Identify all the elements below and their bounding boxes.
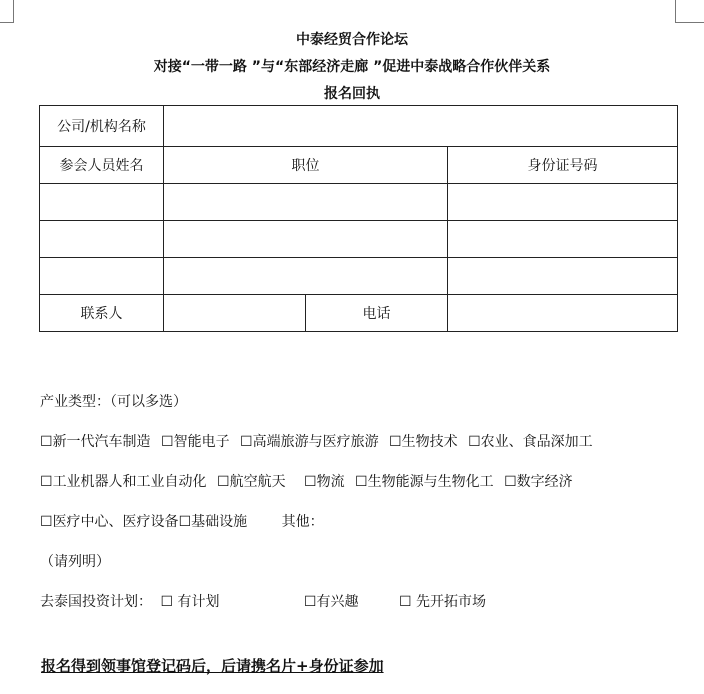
attendee-position-input[interactable] [164, 221, 448, 258]
footer-note: 报名得到领事馆登记码后，后请携名片+身份证参加 [41, 657, 384, 675]
org-input[interactable] [164, 106, 678, 147]
checkbox-icon[interactable]: ☐ [468, 434, 481, 450]
investment-option[interactable]: ☐ 有计划 [160, 594, 220, 610]
industry-option[interactable]: ☐高端旅游与医疗旅游 [240, 434, 379, 450]
checkbox-icon[interactable]: ☐ [303, 594, 317, 610]
industry-option[interactable]: ☐基础设施 [178, 514, 248, 530]
checkbox-icon[interactable]: ☐ [160, 594, 174, 610]
industry-option[interactable]: ☐生物能源与生物化工 [355, 474, 494, 490]
col-header-position: 职位 [164, 147, 448, 184]
attendee-name-input[interactable] [40, 258, 164, 295]
investment-option[interactable]: ☐ 先开拓市场 [398, 594, 486, 610]
org-label: 公司/机构名称 [40, 106, 164, 147]
industry-options-row-2 [40, 473, 573, 491]
col-header-id: 身份证号码 [448, 147, 678, 184]
industry-option[interactable]: ☐工业机器人和工业自动化 [40, 474, 207, 490]
crop-mark-top-right-h [675, 22, 704, 23]
industry-options-row-3 [40, 513, 324, 531]
attendee-name-input[interactable] [40, 221, 164, 258]
form-title: 报名回执 [324, 86, 380, 102]
attendee-position-input[interactable] [164, 258, 448, 295]
attendee-row [40, 221, 678, 258]
industry-option[interactable]: ☐航空航天 [217, 474, 286, 490]
attendee-id-input[interactable] [448, 221, 678, 258]
checkbox-icon[interactable]: ☐ [355, 474, 368, 490]
col-header-name: 参会人员姓名 [40, 147, 164, 184]
investment-option[interactable]: ☐有兴趣 [303, 594, 359, 610]
checkbox-icon[interactable]: ☐ [398, 594, 412, 610]
contact-label: 联系人 [40, 295, 164, 332]
investment-row [40, 593, 486, 611]
checkbox-icon[interactable]: ☐ [40, 514, 53, 530]
crop-mark-top-left-h [0, 22, 13, 23]
industry-option[interactable]: ☐医疗中心、医疗设备 [40, 514, 179, 530]
attendee-id-input[interactable] [448, 258, 678, 295]
phone-input[interactable] [448, 295, 678, 332]
industry-options-row-1 [40, 433, 593, 451]
industry-option[interactable]: ☐农业、食品深加工 [468, 434, 593, 450]
checkbox-icon[interactable]: ☐ [161, 434, 174, 450]
checkbox-icon[interactable]: ☐ [217, 474, 230, 490]
checkbox-icon[interactable]: ☐ [40, 474, 53, 490]
industry-label: 产业类型：（可以多选） [40, 394, 187, 410]
attendee-name-input[interactable] [40, 184, 164, 221]
investment-label: 去泰国投资计划： [40, 594, 152, 610]
industry-option[interactable]: ☐生物技术 [389, 434, 458, 450]
industry-option[interactable]: ☐新一代汽车制造 [40, 434, 151, 450]
contact-row [40, 295, 678, 332]
crop-mark-top-left-v [13, 0, 14, 23]
other-label: 其他： [281, 514, 324, 530]
industry-option[interactable]: ☐数字经济 [504, 474, 573, 490]
industry-option[interactable]: ☐物流 [304, 474, 345, 490]
contact-input[interactable] [164, 295, 306, 332]
attendee-header-row [40, 147, 678, 184]
attendee-row [40, 184, 678, 221]
checkbox-icon[interactable]: ☐ [389, 434, 402, 450]
specify-note: （请列明） [40, 554, 110, 570]
forum-subtitle: 对接“一带一路 ”与“东部经济走廊 ”促进中泰战略合作伙伴关系 [153, 59, 551, 75]
checkbox-icon[interactable]: ☐ [240, 434, 253, 450]
registration-table [39, 105, 678, 332]
checkbox-icon[interactable]: ☐ [40, 434, 53, 450]
checkbox-icon[interactable]: ☐ [178, 514, 192, 530]
org-row [40, 106, 678, 147]
industry-option[interactable]: ☐智能电子 [161, 434, 230, 450]
phone-label: 电话 [306, 295, 448, 332]
attendee-row [40, 258, 678, 295]
crop-mark-top-right-v [675, 0, 676, 23]
checkbox-icon[interactable]: ☐ [304, 474, 317, 490]
checkbox-icon[interactable]: ☐ [504, 474, 517, 490]
attendee-id-input[interactable] [448, 184, 678, 221]
attendee-position-input[interactable] [164, 184, 448, 221]
forum-title: 中泰经贸合作论坛 [296, 32, 408, 48]
